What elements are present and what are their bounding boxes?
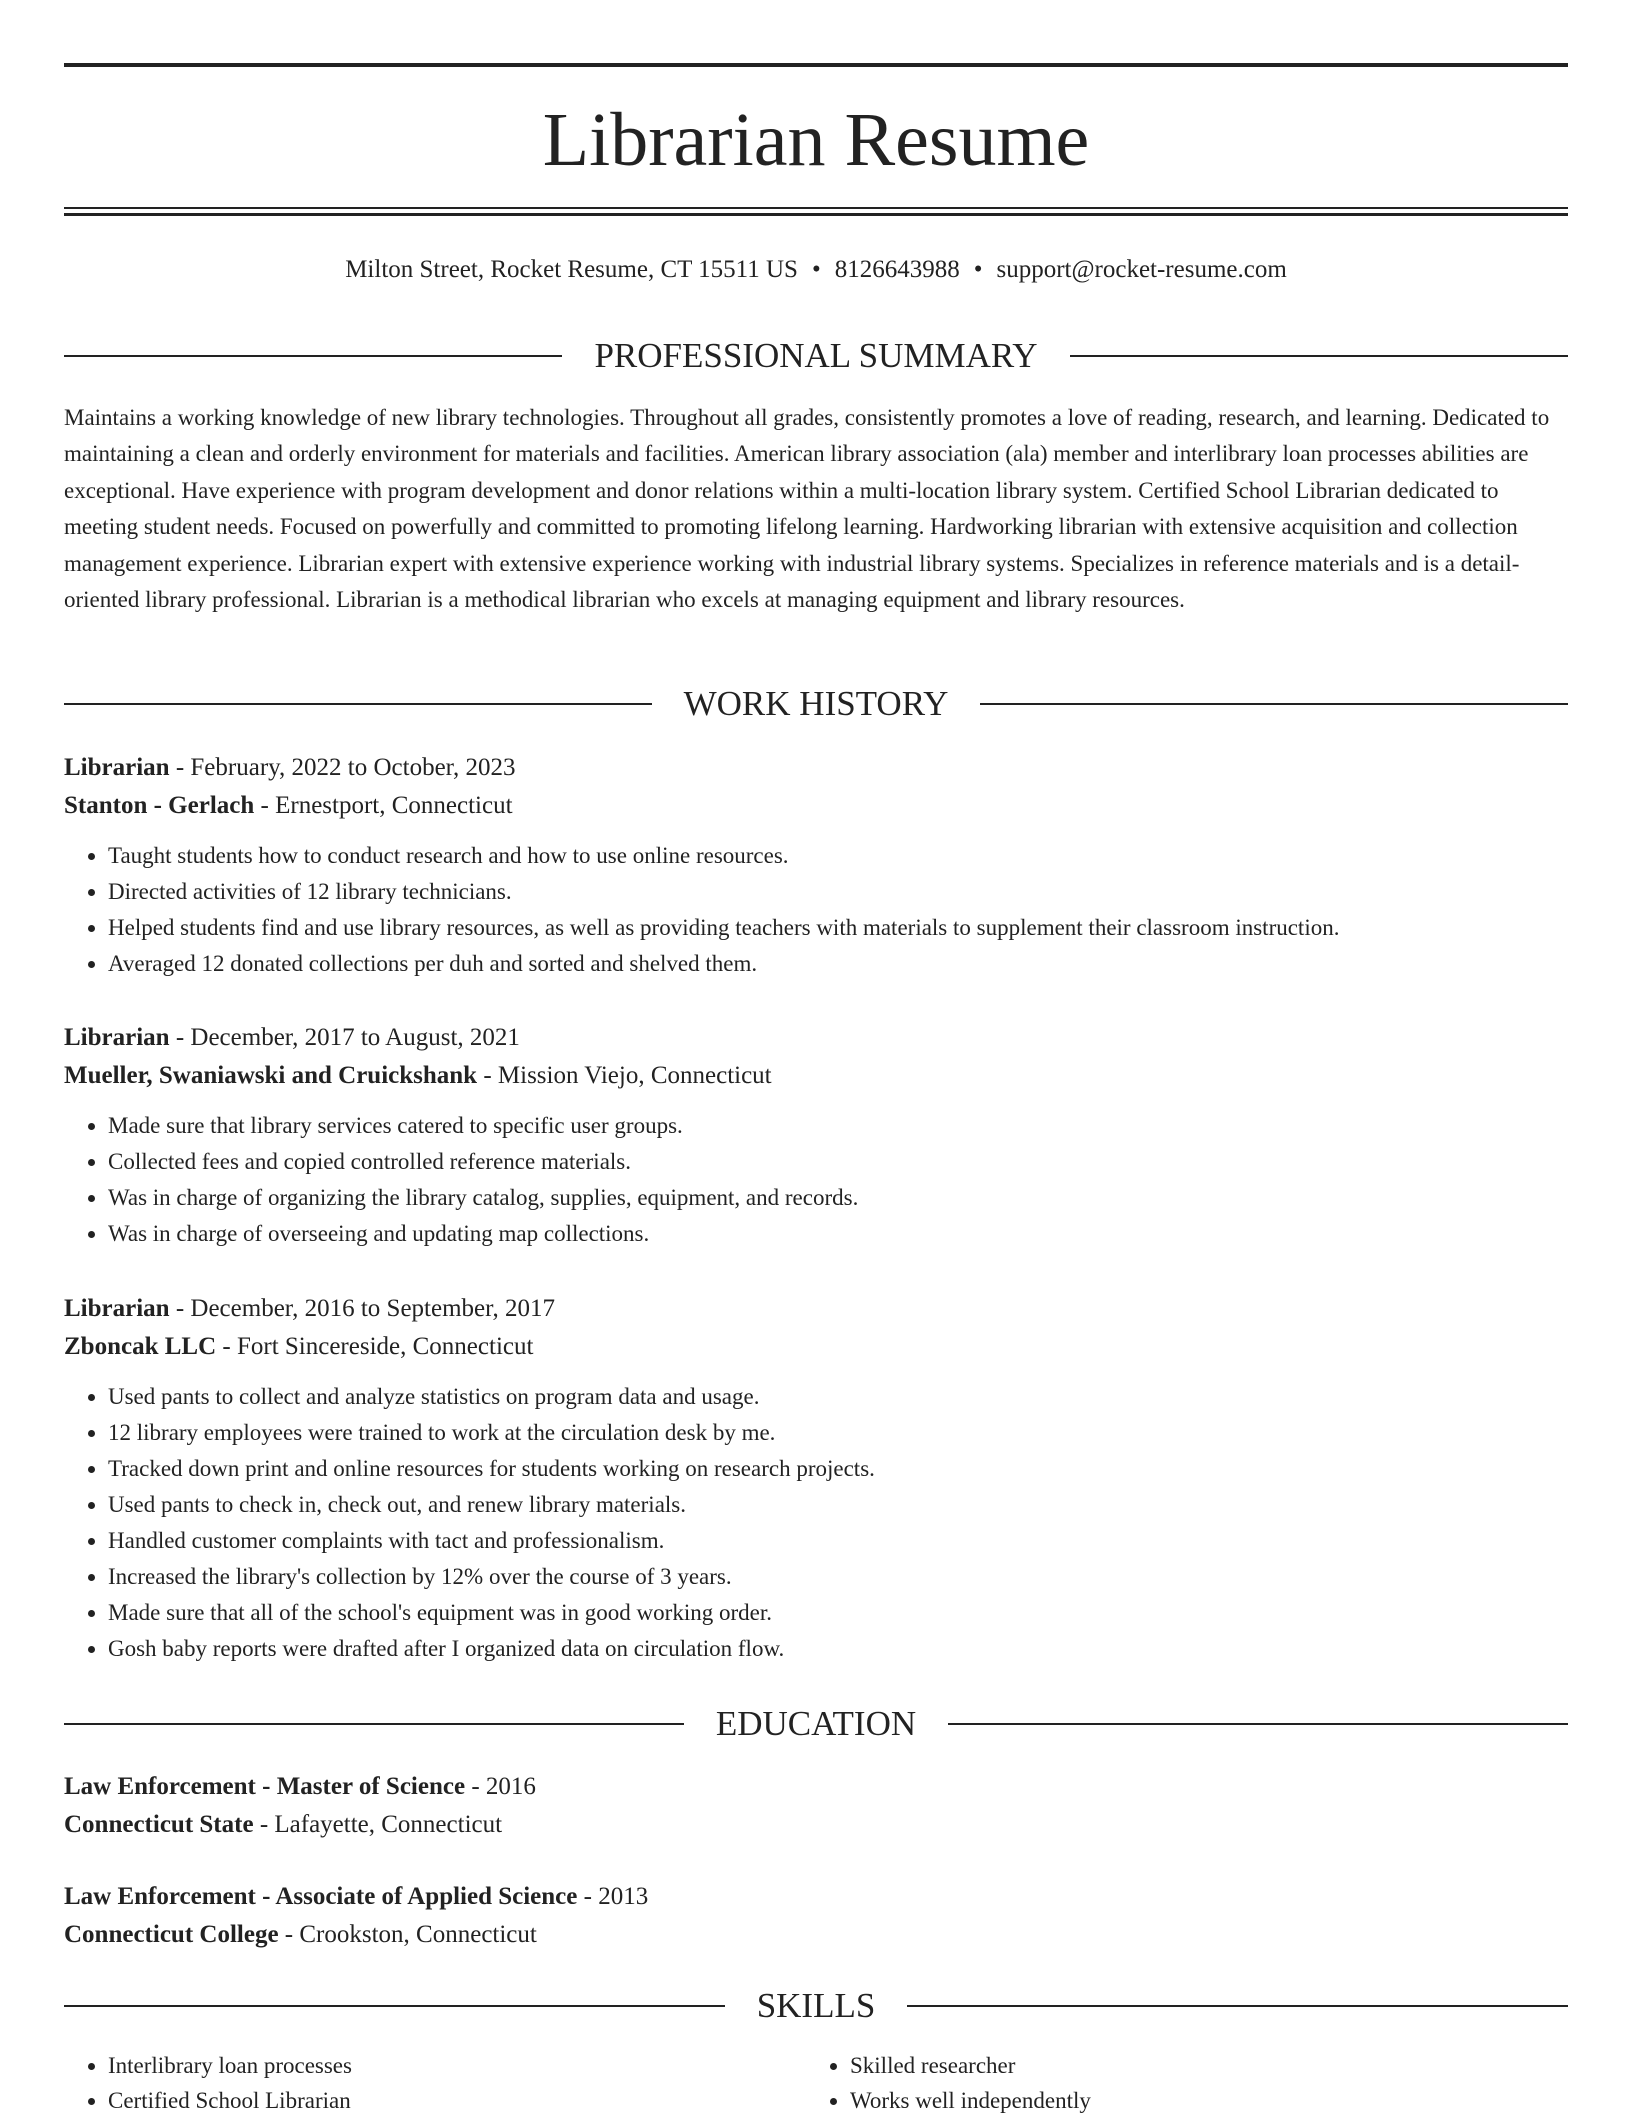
- education-year: - 2016: [465, 1773, 536, 1800]
- job-bullets: [64, 838, 1568, 982]
- page-title: Librarian Resume: [542, 98, 1090, 182]
- contact-phone: 8126643988: [834, 256, 960, 283]
- education-degree: Law Enforcement - Associate of Applied Science: [64, 1883, 578, 1910]
- education-school: Connecticut College: [64, 1921, 279, 1948]
- contact-separator: •: [811, 256, 821, 283]
- education-location: - Lafayette, Connecticut: [253, 1811, 503, 1838]
- contact-separator: •: [973, 256, 983, 283]
- section-heading-education: [64, 1702, 1568, 1746]
- list-item: • Used pants to collect and analyze statistics on program data and usage.: [108, 1379, 1568, 1415]
- list-item: • Handled customer complaints with tact and professionalism.: [108, 1523, 1568, 1559]
- section-title-summary: PROFESSIONAL SUMMARY: [594, 336, 1038, 375]
- education-degree: Law Enforcement - Master of Science: [64, 1773, 466, 1800]
- job-location: - Fort Sincereside, Connecticut: [216, 1333, 534, 1360]
- education-year: - 2013: [577, 1883, 649, 1910]
- skills-list-left: [64, 2048, 806, 2118]
- job-company-line: [64, 1328, 1568, 1366]
- list-item: • Made sure that library services catered to specific user groups.: [108, 1108, 1568, 1144]
- section-heading-work: [64, 682, 1568, 726]
- list-item: • Works well independently: [850, 2083, 1548, 2118]
- contact-line: [64, 253, 1568, 287]
- list-item: • Certified School Librarian: [108, 2083, 806, 2118]
- list-item: • Interlibrary loan processes: [108, 2048, 806, 2083]
- list-item: • Directed activities of 12 library technicians.: [108, 874, 1568, 910]
- education-school-line: [64, 1916, 1568, 1954]
- job-location: - Ernestport, Connecticut: [254, 792, 513, 819]
- list-item: • Taught students how to conduct research and how to use online resources.: [108, 838, 1568, 874]
- top-rule: [64, 63, 1568, 67]
- list-item: • Tracked down print and online resources for students working on research projects.: [108, 1451, 1568, 1487]
- section-title-skills: SKILLS: [756, 1986, 876, 2025]
- heading-rule-left: [64, 355, 562, 357]
- job-title-line: [64, 749, 1568, 787]
- summary-text: Maintains a working knowledge of new library technologies. Throughout all grades, consistently promotes a love of reading, research, and learning. Dedicated to maintaining a clean and orderly environment for materials and facilities. American library association (ala) member and interlibrary loan processes abilities are exceptional. Have experience with program development and donor relations within a multi-location library system. Certified School Librarian dedicated to meeting student needs. Focused on powerfully and committed to promoting lifelong learning. Hardworking librarian with extensive acquisition and collection management experience. Librarian expert with extensive experience working with industrial library systems. Specializes in reference materials and is a detail-oriented library professional. Librarian is a methodical librarian who excels at managing equipment and library resources.: [64, 405, 1550, 613]
- heading-rule-right: [1070, 355, 1568, 357]
- section-heading-summary: [64, 334, 1568, 378]
- heading-rule-left: [64, 2005, 725, 2007]
- skills-columns: [64, 2048, 1568, 2118]
- education-entry: [64, 1768, 1568, 1844]
- job-entry: [64, 1019, 1568, 1252]
- list-item: • Increased the library's collection by 12% over the course of 3 years.: [108, 1559, 1568, 1595]
- heading-rule-right: [907, 2005, 1568, 2007]
- skills-list-right: [806, 2048, 1548, 2118]
- contact-email: support@rocket-resume.com: [996, 256, 1287, 283]
- section-title-work: WORK HISTORY: [683, 684, 949, 723]
- job-title-line: [64, 1290, 1568, 1328]
- job-company-line: [64, 1057, 1568, 1095]
- education-school-line: [64, 1806, 1568, 1844]
- education-location: - Crookston, Connecticut: [278, 1921, 537, 1948]
- title-double-rule: [64, 207, 1568, 216]
- list-item: • Was in charge of overseeing and updating map collections.: [108, 1216, 1568, 1252]
- contact-address: Milton Street, Rocket Resume, CT 15511 US: [345, 256, 798, 283]
- section-title-education: EDUCATION: [715, 1704, 917, 1743]
- list-item: • Helped students find and use library resources, as well as providing teachers with materials to supplement their classroom instruction.: [108, 910, 1568, 946]
- list-item: • Gosh baby reports were drafted after I organized data on circulation flow.: [108, 1631, 1568, 1667]
- heading-rule-right: [948, 1723, 1568, 1725]
- list-item: • Used pants to check in, check out, and renew library materials.: [108, 1487, 1568, 1523]
- job-title: Librarian: [64, 754, 170, 781]
- heading-rule-right: [980, 703, 1568, 705]
- list-item: • 12 library employees were trained to work at the circulation desk by me.: [108, 1415, 1568, 1451]
- education-degree-line: [64, 1878, 1568, 1916]
- job-company: Zboncak LLC: [64, 1333, 217, 1360]
- job-dates: - December, 2016 to September, 2017: [169, 1295, 555, 1322]
- job-title: Librarian: [64, 1295, 170, 1322]
- heading-rule-left: [64, 1723, 684, 1725]
- list-item: • Averaged 12 donated collections per duh and sorted and shelved them.: [108, 946, 1568, 982]
- job-location: - Mission Viejo, Connecticut: [477, 1062, 772, 1089]
- job-entry: [64, 749, 1568, 982]
- job-dates: - December, 2017 to August, 2021: [169, 1024, 520, 1051]
- section-heading-skills: [64, 1984, 1568, 2028]
- list-item: • Collected fees and copied controlled reference materials.: [108, 1144, 1568, 1180]
- list-item: • Made sure that all of the school's equipment was in good working order.: [108, 1595, 1568, 1631]
- job-company: Mueller, Swaniawski and Cruickshank: [64, 1062, 478, 1089]
- job-bullets: [64, 1379, 1568, 1667]
- heading-rule-left: [64, 703, 652, 705]
- education-degree-line: [64, 1768, 1568, 1806]
- job-company: Stanton - Gerlach: [64, 792, 255, 819]
- list-item: • Skilled researcher: [850, 2048, 1548, 2083]
- job-title: Librarian: [64, 1024, 170, 1051]
- list-item: • Was in charge of organizing the library catalog, supplies, equipment, and records.: [108, 1180, 1568, 1216]
- education-entry: [64, 1878, 1568, 1954]
- job-bullets: [64, 1108, 1568, 1252]
- job-company-line: [64, 787, 1568, 825]
- job-entry: [64, 1290, 1568, 1667]
- job-dates: - February, 2022 to October, 2023: [169, 754, 516, 781]
- education-school: Connecticut State: [64, 1811, 254, 1838]
- job-title-line: [64, 1019, 1568, 1057]
